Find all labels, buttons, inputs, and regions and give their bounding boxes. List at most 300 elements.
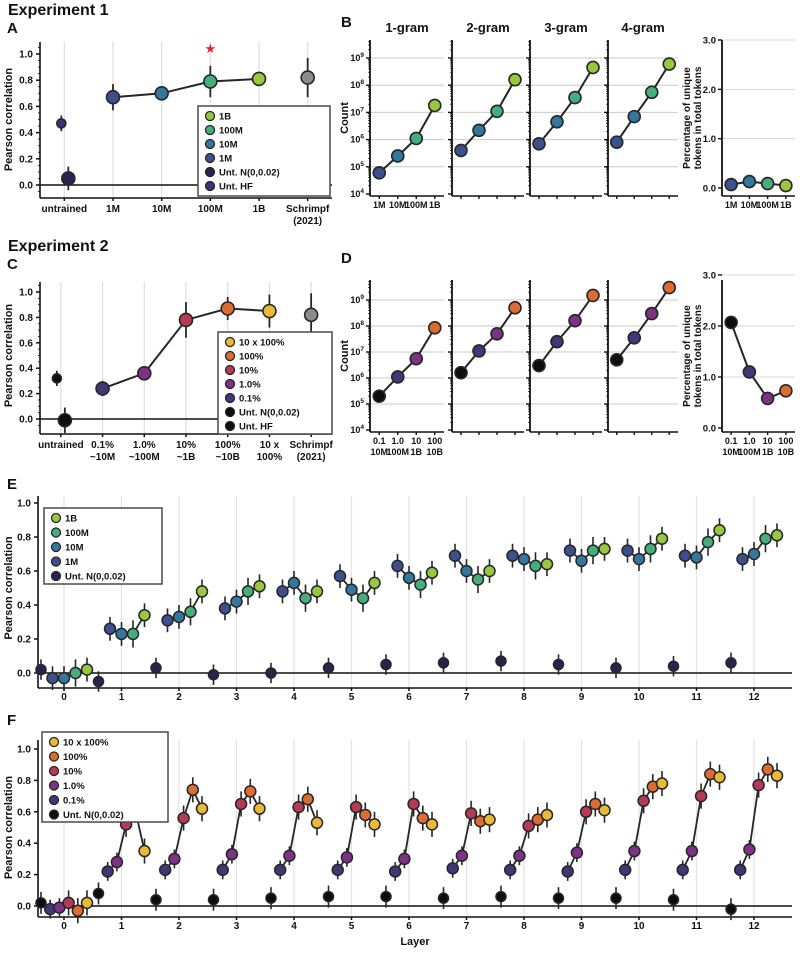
panel-a-chart xyxy=(0,18,340,250)
legend-label: 100% xyxy=(239,351,264,363)
data-point xyxy=(162,615,173,626)
x-tick-label: (2021) xyxy=(293,216,323,227)
data-point xyxy=(289,577,300,588)
data-point xyxy=(620,864,631,875)
data-point xyxy=(58,414,71,427)
x-tick-label: 9 xyxy=(578,921,585,932)
y-tick-label: 1.0 xyxy=(702,372,716,384)
x-tick-label: 1.0 xyxy=(391,436,405,446)
data-point xyxy=(491,105,503,117)
legend-label: Unt. N(0,0.02) xyxy=(65,571,126,583)
data-point xyxy=(410,353,422,365)
data-point xyxy=(599,805,610,816)
legend-label: 10 x 100% xyxy=(239,337,285,349)
x-tick-label: ~10M xyxy=(89,452,116,463)
x-tick-label: 10M xyxy=(740,200,759,210)
legend-marker xyxy=(226,380,235,389)
y-tick-label: 0.0 xyxy=(19,414,33,426)
data-point xyxy=(760,533,771,544)
series-line xyxy=(539,295,593,365)
x-tick-label: 6 xyxy=(406,692,412,703)
y-axis-label: Percentage of unique xyxy=(682,67,693,169)
legend-marker xyxy=(226,422,235,431)
x-tick-label: 1B xyxy=(428,200,441,210)
data-point xyxy=(749,549,760,560)
data-point xyxy=(762,392,774,404)
y-tick-label: $10^9$ xyxy=(350,294,364,305)
y-tick-label: 0.6 xyxy=(19,101,33,113)
x-tick-label: 6 xyxy=(406,921,412,932)
legend-marker xyxy=(50,752,59,761)
data-point xyxy=(351,802,362,813)
subplot-title: 3-gram xyxy=(544,20,588,35)
legend-label: 100M xyxy=(219,125,243,137)
legend-label: 1M xyxy=(219,153,233,165)
x-tick-label: 10 xyxy=(633,921,645,932)
legend-marker xyxy=(206,112,215,121)
legend-marker xyxy=(226,338,235,347)
y-axis-label: Pearson correlation xyxy=(3,536,15,640)
data-point-untrained xyxy=(381,660,391,670)
x-tick-label: 10B xyxy=(426,447,444,457)
subplot-title: 4-gram xyxy=(621,20,665,35)
data-point xyxy=(346,584,357,595)
data-point xyxy=(415,579,426,590)
y-tick-label: 0.8 xyxy=(17,532,31,544)
data-point xyxy=(429,322,441,334)
y-tick-label: 0.8 xyxy=(17,775,31,787)
data-point-untrained xyxy=(496,656,506,666)
data-point xyxy=(341,852,352,863)
data-point xyxy=(245,786,256,797)
data-point-untrained xyxy=(726,904,736,914)
legend-marker xyxy=(226,408,235,417)
data-point xyxy=(753,780,764,791)
legend-label: 0.1% xyxy=(239,393,261,405)
data-point xyxy=(628,332,640,344)
x-tick-label: 5 xyxy=(348,921,355,932)
x-tick-label: 1B xyxy=(780,200,792,210)
x-tick-label: 1M xyxy=(372,200,386,210)
data-point xyxy=(399,853,410,864)
data-point xyxy=(62,172,75,185)
y-tick-label: $10^6$ xyxy=(350,133,364,145)
legend-label: Unt. N(0,0.02) xyxy=(219,167,280,179)
data-point xyxy=(96,382,109,395)
data-point xyxy=(300,593,311,604)
data-point xyxy=(599,543,610,554)
y-tick-label: 3.0 xyxy=(702,270,716,282)
data-point xyxy=(408,798,419,809)
x-tick-label: 0.1 xyxy=(724,436,738,446)
data-point xyxy=(360,809,371,820)
data-point xyxy=(587,61,599,73)
x-tick-label: 10 x xyxy=(259,440,280,451)
data-point xyxy=(392,560,403,571)
data-point-untrained xyxy=(324,663,334,673)
y-tick-label: 3.0 xyxy=(702,35,716,47)
data-point xyxy=(358,593,369,604)
data-point-untrained xyxy=(554,893,564,903)
legend-label: Unt. N(0,0.02) xyxy=(239,407,300,419)
data-point xyxy=(611,136,623,148)
y-tick-label: $10^7$ xyxy=(350,106,364,118)
x-tick-label: 100 xyxy=(778,436,794,446)
data-point xyxy=(63,897,74,908)
data-point xyxy=(634,554,645,565)
data-point xyxy=(197,586,208,597)
x-tick-label: 100M xyxy=(756,200,779,210)
subplot-title: 2-gram xyxy=(466,20,510,35)
y-axis-label: Count xyxy=(339,102,351,134)
data-point xyxy=(253,72,266,85)
data-point-untrained xyxy=(266,893,276,903)
significance-star-icon: ★ xyxy=(204,40,217,56)
data-point xyxy=(703,537,714,548)
y-tick-label: 0.0 xyxy=(17,901,31,913)
data-point xyxy=(484,814,495,825)
y-tick-label: 0.2 xyxy=(17,870,31,882)
y-tick-label: $10^8$ xyxy=(350,320,364,331)
data-point xyxy=(82,664,93,675)
data-point-untrained xyxy=(669,661,679,671)
x-tick-label: 1M xyxy=(106,204,120,215)
y-axis-label: Pearson correlation xyxy=(3,303,15,408)
legend-label: 0.1% xyxy=(63,795,85,807)
data-point xyxy=(461,566,472,577)
legend-label: 1B xyxy=(65,513,78,525)
data-point xyxy=(178,813,189,824)
panel-e-letter: E xyxy=(7,476,18,493)
x-tick-label: 1B xyxy=(252,204,266,215)
legend-marker xyxy=(52,572,61,581)
data-point xyxy=(139,610,150,621)
data-point xyxy=(576,555,587,566)
panel-c-chart xyxy=(0,256,340,480)
data-point xyxy=(284,850,295,861)
y-tick-label: 2.0 xyxy=(702,321,716,333)
data-point xyxy=(305,308,318,321)
data-point xyxy=(52,374,61,383)
data-point xyxy=(542,809,553,820)
panel-f-letter: F xyxy=(7,712,17,729)
x-tick-label: 12 xyxy=(748,692,760,703)
legend-label: 100M xyxy=(65,528,89,539)
data-point xyxy=(519,554,530,565)
legend-label: Unt. N(0,0.02) xyxy=(63,810,124,821)
x-tick-label: 0.1 xyxy=(372,436,386,446)
legend-label: 10% xyxy=(63,766,83,778)
data-point xyxy=(169,853,180,864)
data-point-untrained xyxy=(324,892,334,902)
y-tick-label: $10^8$ xyxy=(350,79,364,91)
y-tick-label: 0.0 xyxy=(702,423,716,435)
x-tick-label: 10M xyxy=(151,204,172,215)
data-point xyxy=(47,673,58,684)
data-point xyxy=(588,545,599,556)
x-tick-label: 100 xyxy=(427,436,443,446)
data-point xyxy=(780,180,792,192)
legend-marker xyxy=(50,810,59,819)
x-tick-label: 1.0% xyxy=(132,440,156,451)
data-point xyxy=(138,367,151,380)
data-point xyxy=(571,847,582,858)
x-tick-label: Schrimpf xyxy=(285,204,330,215)
y-axis-label: Pearson correlation xyxy=(3,775,15,880)
y-tick-label: 0.0 xyxy=(17,668,31,680)
data-point xyxy=(466,808,477,819)
legend-label: 1.0% xyxy=(63,781,85,792)
x-tick-label: 2 xyxy=(176,921,182,932)
x-tick-label: 0.1% xyxy=(91,440,114,451)
data-point-untrained xyxy=(266,668,276,678)
data-point-untrained xyxy=(36,898,46,908)
data-point xyxy=(105,623,116,634)
x-tick-label: 3 xyxy=(233,692,240,703)
x-tick-label: 7 xyxy=(463,692,470,703)
y-axis-label: tokens in total tokens xyxy=(693,304,704,408)
legend-marker xyxy=(52,528,61,537)
x-tick-label: 9 xyxy=(578,692,585,703)
legend-label: 10% xyxy=(239,365,259,377)
data-point xyxy=(587,289,599,301)
y-tick-label: 2.0 xyxy=(702,84,716,96)
data-point xyxy=(514,850,525,861)
data-point xyxy=(680,550,691,561)
y-tick-label: 0.4 xyxy=(17,838,31,850)
data-point xyxy=(772,770,783,781)
legend-label: Unt. HF xyxy=(239,421,273,433)
experiment-2-title: Experiment 2 xyxy=(8,238,109,255)
data-point-untrained xyxy=(554,660,564,670)
data-point xyxy=(332,864,343,875)
series-line xyxy=(617,64,670,142)
data-point xyxy=(72,905,83,916)
legend-marker xyxy=(206,126,215,135)
y-tick-label: $10^6$ xyxy=(350,372,364,383)
data-point xyxy=(369,577,380,588)
data-point xyxy=(128,628,139,639)
legend-marker xyxy=(226,352,235,361)
legend-label: Unt. HF xyxy=(219,181,253,193)
series-line xyxy=(461,308,515,373)
data-point xyxy=(638,795,649,806)
x-tick-label: 100% xyxy=(214,440,241,451)
x-tick-label: 10 xyxy=(633,692,645,703)
data-point xyxy=(369,819,380,830)
series-line xyxy=(539,67,593,143)
data-point xyxy=(455,144,467,156)
y-tick-label: 1.0 xyxy=(17,744,31,756)
y-axis-label: Pearson correlation xyxy=(3,67,15,172)
data-point xyxy=(505,864,516,875)
legend-marker xyxy=(52,514,61,523)
legend-marker xyxy=(52,557,61,566)
x-tick-label: (2021) xyxy=(296,452,326,463)
panel-c-letter: C xyxy=(7,256,18,273)
legend-label: 10M xyxy=(219,139,238,151)
data-point xyxy=(562,866,573,877)
data-point xyxy=(392,150,404,162)
data-point xyxy=(542,559,553,570)
data-point xyxy=(473,574,484,585)
legend-marker xyxy=(226,394,235,403)
x-tick-label: 4 xyxy=(291,921,297,932)
data-point xyxy=(410,132,422,144)
data-point xyxy=(450,550,461,561)
y-tick-label: $10^5$ xyxy=(350,398,364,409)
legend-marker xyxy=(206,182,215,191)
data-point xyxy=(116,628,127,639)
data-point xyxy=(102,866,113,877)
data-point-untrained xyxy=(439,658,449,668)
y-tick-label: $10^5$ xyxy=(350,160,364,172)
data-point xyxy=(139,846,150,857)
data-point xyxy=(744,844,755,855)
data-point xyxy=(204,75,217,88)
data-point xyxy=(187,784,198,795)
data-point-untrained xyxy=(726,658,736,668)
data-point xyxy=(373,390,385,402)
panel-a-letter: A xyxy=(7,20,18,37)
data-point xyxy=(646,308,658,320)
x-tick-label: Schrimpf xyxy=(289,440,333,451)
data-point xyxy=(533,138,545,150)
data-point xyxy=(743,176,755,188)
x-tick-label: 10M xyxy=(370,447,389,457)
x-tick-label: 10% xyxy=(175,440,197,451)
data-point-untrained xyxy=(94,677,104,687)
data-point xyxy=(57,119,66,128)
data-point xyxy=(569,315,581,327)
legend-marker xyxy=(50,781,59,790)
legend-marker xyxy=(50,738,59,747)
x-tick-label: 3 xyxy=(233,921,240,932)
panel-f-chart xyxy=(0,712,800,955)
y-tick-label: $10^9$ xyxy=(350,52,364,63)
y-tick-label: $10^4$ xyxy=(350,424,364,435)
x-tick-label: 0 xyxy=(61,692,67,703)
x-tick-label: 8 xyxy=(521,692,527,703)
data-point xyxy=(335,571,346,582)
data-point xyxy=(174,611,185,622)
data-point xyxy=(581,806,592,817)
legend-label: 1M xyxy=(65,557,79,568)
x-tick-label: 1.0 xyxy=(743,436,756,446)
x-tick-label: 2 xyxy=(176,692,182,703)
y-tick-label: $10^7$ xyxy=(350,346,364,357)
x-tick-label: 100M xyxy=(404,200,428,210)
panel-d-chart xyxy=(340,254,800,478)
data-point xyxy=(185,606,196,617)
data-point xyxy=(714,525,725,536)
data-point xyxy=(725,316,737,328)
data-point xyxy=(254,803,265,814)
data-point xyxy=(657,778,668,789)
data-point xyxy=(629,846,640,857)
legend-marker xyxy=(226,366,235,375)
data-point-untrained xyxy=(669,895,679,905)
data-point xyxy=(780,385,792,397)
data-point xyxy=(663,282,675,294)
data-point-untrained xyxy=(611,663,621,673)
data-point-untrained xyxy=(209,895,219,905)
data-point xyxy=(473,124,485,136)
x-tick-label: 100M xyxy=(738,447,761,457)
data-point xyxy=(302,794,313,805)
data-point xyxy=(565,545,576,556)
data-point xyxy=(762,178,774,190)
data-point xyxy=(197,803,208,814)
y-tick-label: 0.4 xyxy=(17,600,31,612)
legend-marker xyxy=(50,767,59,776)
x-tick-label: 10 xyxy=(411,436,422,446)
series-line xyxy=(379,328,435,396)
legend-marker xyxy=(206,168,215,177)
data-point-untrained xyxy=(209,670,219,680)
x-tick-label: 10B xyxy=(777,447,795,457)
data-point xyxy=(696,791,707,802)
data-point xyxy=(390,866,401,877)
y-tick-label: $10^4$ xyxy=(350,188,364,199)
y-tick-label: 0.8 xyxy=(19,312,33,324)
legend-label: 1B xyxy=(219,111,232,123)
data-point xyxy=(301,71,314,84)
data-point xyxy=(725,179,737,191)
series-line xyxy=(617,288,670,360)
data-point xyxy=(628,111,640,123)
legend-label: 10M xyxy=(65,542,84,554)
data-point-untrained xyxy=(151,895,161,905)
data-point-untrained xyxy=(611,893,621,903)
panel-e-chart xyxy=(0,476,800,712)
y-tick-label: 0.2 xyxy=(19,389,33,401)
data-point-untrained xyxy=(36,665,46,675)
data-point xyxy=(714,772,725,783)
series-line xyxy=(113,79,259,97)
x-tick-label: 100% xyxy=(256,452,283,463)
experiment-1-title: Experiment 1 xyxy=(8,2,109,19)
y-axis-label: Percentage of unique xyxy=(682,305,693,407)
data-point xyxy=(447,863,458,874)
legend-marker xyxy=(206,140,215,149)
x-tick-label: 10 xyxy=(762,436,773,446)
data-point xyxy=(622,545,633,556)
data-point xyxy=(663,58,675,70)
data-point xyxy=(59,673,70,684)
data-point xyxy=(737,554,748,565)
data-point xyxy=(657,533,668,544)
data-point xyxy=(263,305,276,318)
x-tick-label: ~1B xyxy=(176,452,196,463)
legend-marker xyxy=(206,154,215,163)
data-point xyxy=(312,817,323,828)
data-point-untrained xyxy=(381,892,391,902)
data-point xyxy=(530,560,541,571)
panel-b-chart xyxy=(340,18,800,250)
y-tick-label: 0.2 xyxy=(17,634,31,646)
data-point-untrained xyxy=(151,663,161,673)
data-point xyxy=(735,864,746,875)
y-axis-label: Count xyxy=(339,340,351,372)
data-point xyxy=(743,366,755,378)
data-point xyxy=(686,846,697,857)
x-tick-label: 4 xyxy=(291,692,297,703)
y-tick-label: 1.0 xyxy=(19,49,33,61)
x-tick-label: 11 xyxy=(691,921,702,932)
data-point xyxy=(551,336,563,348)
x-tick-label: 1B xyxy=(410,447,423,457)
